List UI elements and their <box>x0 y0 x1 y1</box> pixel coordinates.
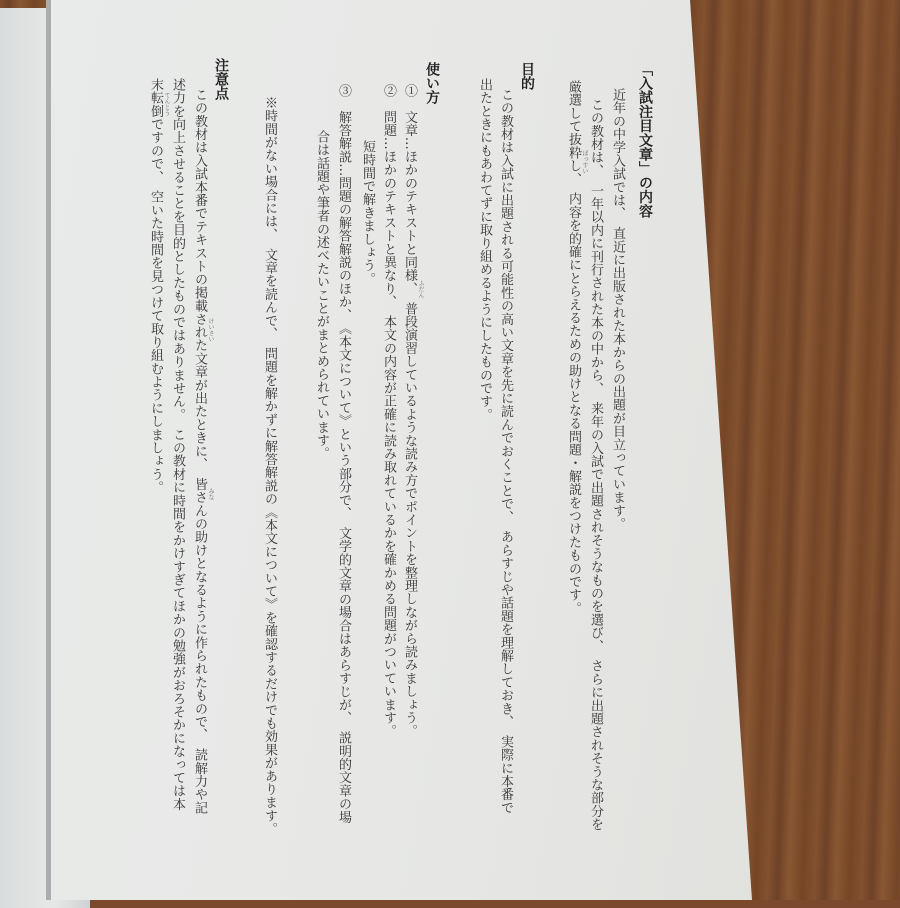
paragraph-line: この教材は入試本番でテキストの掲載された文章が出たときに、 皆さんの助けとなるように作られたもので、 読解力や記 <box>192 88 207 815</box>
ruby-text: けいさい <box>207 318 214 342</box>
heading-purpose: 目的 <box>519 62 535 91</box>
paragraph-line: 短時間で解きましょう。 <box>360 140 375 286</box>
list-item: ③ 解答解説…問題の解答解説のほか、 《本文について》という部分で、 文学的文章の場合はあらすじが、 説明的文章の場 <box>336 84 351 824</box>
paragraph-line: 出たときにもあわてずに取り組めるようにしたものです。 <box>477 78 492 422</box>
list-item: ② 問題…ほかのテキストと異なり、 本文の内容が正確に読み取れているかを確かめる問題がついています。 <box>381 84 396 738</box>
paragraph-line: この教材は入試に出題される可能性の高い文章を先に読んでおくことで、 あらすじや話題を理解しておき、 実際に本番で <box>498 88 513 815</box>
note-line: ※時間がない場合には、 文章を読んで、 問題を解かずに解答解説の《本文について》を確認するだけでも効果があります。 <box>262 96 277 836</box>
heading-contents: 「入試注目文章」の内容 <box>637 62 653 219</box>
ruby-text: ふだん <box>417 280 424 298</box>
ruby-text: ばっすい <box>581 150 588 174</box>
heading-usage: 使い方 <box>424 62 440 105</box>
list-item: ① 文章…ほかのテキストと同様、 普段演習しているような読み方でポイントを整理しながら読みましょう。 <box>402 84 417 738</box>
heading-cautions: 注意点 <box>213 58 229 101</box>
paragraph-line: 近年の中学入試では、 直近に出版された本からの出題が目立っています。 <box>610 88 625 531</box>
paragraph-line: 末転倒ですので、 空いた時間を見つけて取り組むようにしましょう。 <box>148 78 163 494</box>
paragraph-line: 厳選して抜粋し、 内容を的確にとらえるための助けとなる問題・解説をつけたものです。 <box>566 80 581 615</box>
ruby-text: みな <box>207 488 214 500</box>
paragraph-line: 述力を向上させることを目的としたものではありません。 この教材に時間をかけすぎてほかの勉強がおろそかになっては本 <box>170 78 185 811</box>
paragraph-line: 合は話題や筆者の述べたいことがまとめられています。 <box>314 130 329 460</box>
ruby-text: てんとう <box>163 92 170 116</box>
paragraph-line: この教材は、 一年以内に刊行された本の中から、 来年の入試で出題されそうなものを選び、 さらに出題されそうな部分を <box>588 98 603 831</box>
